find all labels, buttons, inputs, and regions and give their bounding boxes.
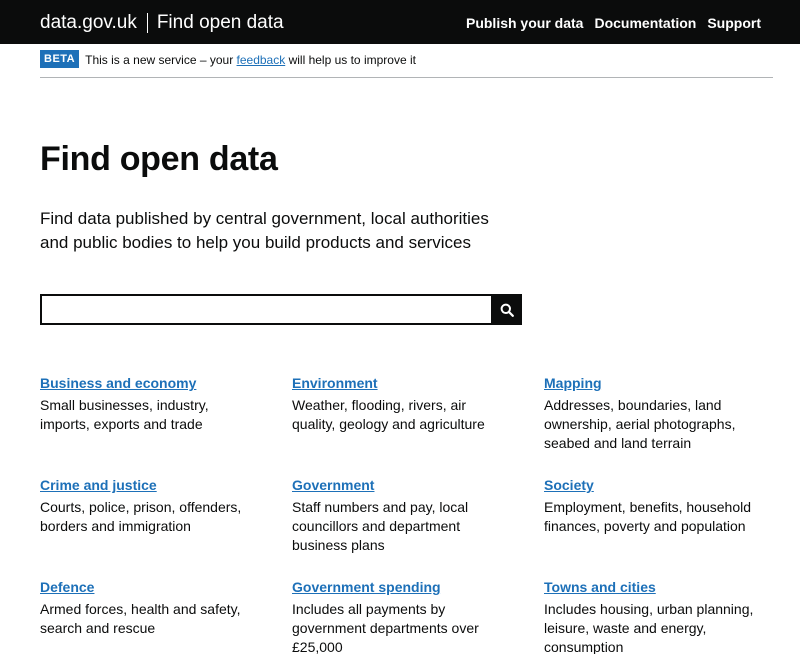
topic-link[interactable]: Government — [292, 477, 375, 493]
search-button[interactable] — [491, 294, 522, 325]
topic-description: Courts, police, prison, offenders, borders and immigration — [40, 499, 242, 534]
topic-link[interactable]: Defence — [40, 579, 95, 595]
topic-society — [544, 475, 796, 577]
site-header — [0, 0, 800, 44]
topic-description: Staff numbers and pay, local councillors and department business plans — [292, 499, 469, 553]
nav-link-documentation[interactable]: Documentation — [594, 15, 697, 31]
topic-environment — [292, 373, 544, 475]
topic-government — [292, 475, 544, 577]
header-brand — [40, 11, 284, 35]
nav-link-support[interactable]: Support — [707, 15, 761, 31]
topic-towns-and-cities — [544, 577, 796, 654]
feedback-link[interactable]: feedback — [236, 53, 286, 67]
topic-business-and-economy — [40, 373, 292, 475]
phase-banner-text — [85, 53, 416, 67]
search-icon — [500, 303, 514, 317]
topic-defence — [40, 577, 292, 654]
phase-banner — [40, 50, 773, 78]
topic-grid — [40, 373, 800, 654]
search-input[interactable] — [40, 294, 491, 325]
topic-description: Includes all payments by government departments over £25,000 — [292, 601, 479, 654]
brand-divider — [147, 13, 148, 33]
topic-crime-and-justice — [40, 475, 292, 577]
topic-description: Weather, flooding, rivers, air quality, geology and agriculture — [292, 397, 485, 432]
topic-description: Includes housing, urban planning, leisure, waste and energy, consumption — [544, 601, 754, 654]
topic-description: Small businesses, industry, imports, exports and trade — [40, 397, 209, 432]
lead-paragraph: Find data published by central government, local authorities and public bodies to help you build products and services — [40, 209, 489, 252]
header-nav — [466, 15, 761, 31]
topic-link[interactable]: Environment — [292, 375, 378, 391]
beta-tag: BETA — [40, 50, 79, 68]
topic-link[interactable]: Towns and cities — [544, 579, 656, 595]
logo-link[interactable]: data.gov.uk — [40, 12, 137, 33]
phase-text-before: This is a new service – your — [85, 53, 237, 67]
topic-link[interactable]: Government spending — [292, 579, 441, 595]
topic-government-spending — [292, 577, 544, 654]
topic-link[interactable]: Crime and justice — [40, 477, 157, 493]
topic-description: Armed forces, health and safety, search and rescue — [40, 601, 241, 636]
phase-text-after: will help us to improve it — [285, 53, 416, 67]
nav-link-publish[interactable]: Publish your data — [465, 15, 584, 31]
topic-link[interactable]: Mapping — [544, 375, 602, 391]
topic-link[interactable]: Society — [544, 477, 594, 493]
service-name-link[interactable]: Find open data — [156, 12, 284, 33]
topic-mapping — [544, 373, 796, 475]
topic-description: Employment, benefits, household finances, poverty and population — [544, 499, 752, 534]
topic-link[interactable]: Business and economy — [40, 375, 197, 391]
topic-description: Addresses, boundaries, land ownership, aerial photographs, seabed and land terrain — [544, 397, 736, 451]
page-title: Find open data — [40, 140, 278, 178]
search-form — [40, 294, 522, 325]
